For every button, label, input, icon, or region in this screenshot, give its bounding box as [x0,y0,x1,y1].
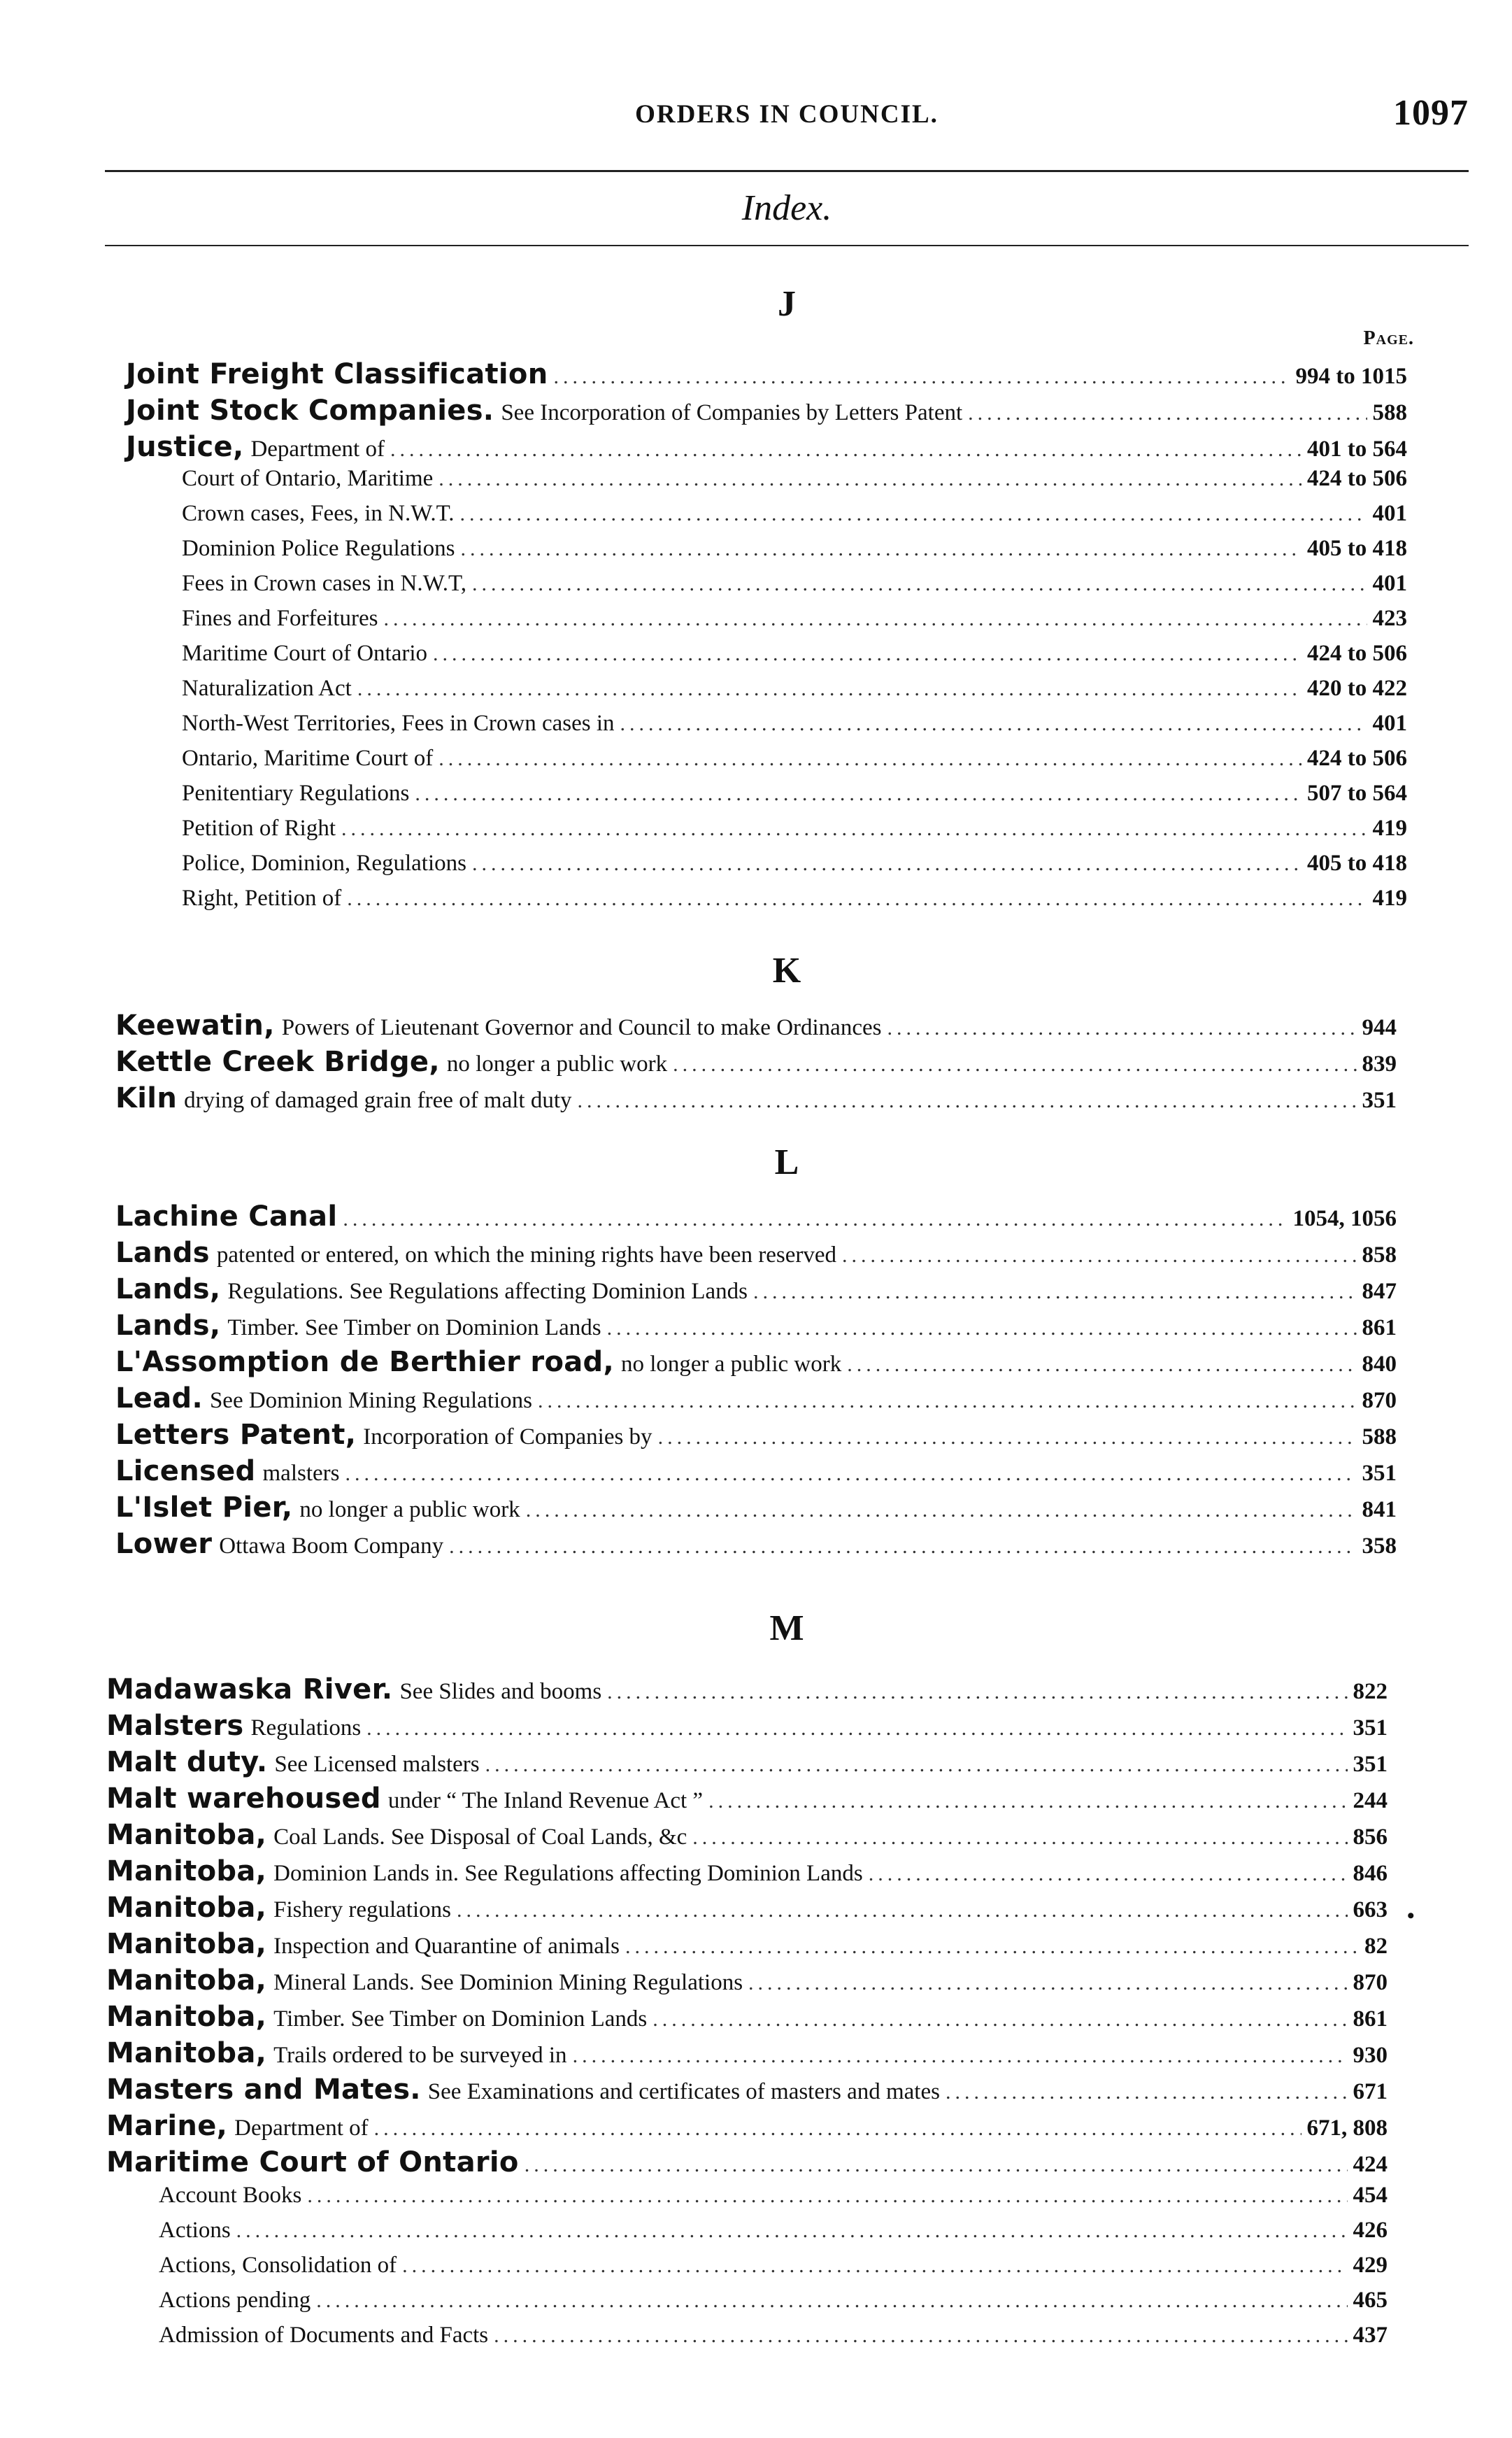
index-entry [106,2074,1388,2109]
dot-leader [887,1016,1356,1040]
entry-heading: Malsters [106,1710,244,1742]
dot-leader [390,438,1301,462]
index-entry [106,2037,1388,2072]
entry-pages: 244 [1353,1788,1388,1813]
entry-text: no longer a public work [446,1051,668,1077]
entry-text: Dominion Lands in. See Regulations affecting Dominion Lands [273,1861,863,1886]
entry-pages: 426 [1353,2218,1388,2243]
dot-leader [673,1053,1356,1077]
entry-text: patented or entered, on which the mining rights have been reserved [216,1242,837,1268]
entry-pages: 405 to 418 [1307,851,1407,876]
entry-heading: Maritime Court of Ontario [106,2146,519,2178]
entry-text: Powers of Lieutenant Governor and Council to make Ordinances [281,1015,882,1040]
entry-text: Fishery regulations [273,1897,451,1922]
index-entry [106,1819,1388,1854]
section-letter-m: M [769,1608,804,1648]
index-entry [115,1200,1397,1235]
dot-leader [652,2008,1347,2032]
entry-pages: 351 [1353,1752,1388,1777]
dot-leader [526,1498,1357,1522]
entry-text: drying of damaged grain free of malt duty [184,1088,572,1113]
index-subentry [182,676,1407,711]
entry-text: Naturalization Act [182,676,352,701]
entry-pages: 588 [1372,400,1407,425]
entry-pages: 401 [1372,571,1407,596]
dot-leader [607,1317,1357,1340]
dot-leader [573,2044,1348,2068]
entry-heading: Manitoba, [106,1819,267,1851]
entry-heading: Lachine Canal [115,1200,338,1233]
entry-heading: Manitoba, [106,1855,267,1887]
entry-pages: 858 [1362,1242,1397,1268]
entry-pages: 846 [1353,1861,1388,1886]
entry-heading: Manitoba, [106,1928,267,1960]
entry-pages: 870 [1353,1970,1388,1995]
dot-leader [347,887,1367,911]
index-subentry [159,2183,1388,2218]
entry-text: Regulations [250,1715,362,1741]
index-subentry [182,851,1407,886]
entry-text: Incorporation of Companies by [363,1424,652,1450]
entry-text: Regulations. See Regulations affecting Dominion Lands [227,1279,748,1304]
entry-pages: 351 [1362,1461,1397,1486]
entry-heading: Lands, [115,1310,221,1342]
entry-heading: Joint Stock Companies. [126,395,494,427]
entry-text: Timber. See Timber on Dominion Lands [273,2006,648,2032]
entry-pages: 401 to 564 [1307,437,1407,462]
entry-heading: Licensed [115,1455,256,1487]
entry-text: Department of [250,437,385,462]
index-entry [106,2110,1388,2145]
entry-pages: 424 to 506 [1307,746,1407,771]
index-entry [115,1346,1397,1381]
entry-heading: Joint Freight Classification [126,358,548,390]
entry-text: Ottawa Boom Company [219,1533,444,1559]
entry-text: Fees in Crown cases in N.W.T, [182,571,466,596]
dot-leader [842,1244,1356,1268]
index-subentry [182,746,1407,781]
index-subentry [182,641,1407,676]
index-subentry [182,536,1407,571]
entry-text: See Incorporation of Companies by Letters Patent [501,400,963,425]
entry-text: Maritime Court of Ontario [182,641,428,666]
entry-text: Police, Dominion, Regulations [182,851,466,876]
entry-pages: 1054, 1056 [1292,1206,1397,1231]
running-title: ORDERS IN COUNCIL. [635,100,939,129]
index-entry [106,1964,1388,1999]
dot-leader [460,502,1367,526]
running-head [105,92,1469,134]
dot-leader [383,607,1367,631]
entry-pages: 588 [1362,1424,1397,1450]
entry-heading: Manitoba, [106,1892,267,1924]
entry-pages: 401 [1372,711,1407,736]
entry-pages: 671 [1353,2079,1388,2104]
entry-text: Crown cases, Fees, in N.W.T. [182,501,455,526]
entry-text: Coal Lands. See Disposal of Coal Lands, &c [273,1824,687,1850]
entry-pages: 82 [1364,1934,1388,1959]
entry-heading: Masters and Mates. [106,2074,421,2106]
index-subentry [159,2323,1388,2358]
entry-text: Actions, Consolidation of [159,2253,397,2278]
index-entry [115,1310,1397,1345]
dot-leader [538,1389,1356,1413]
entry-text: Admission of Documents and Facts [159,2323,489,2348]
index-entry [106,2001,1388,2036]
index-entry [115,1528,1397,1563]
entry-pages: 465 [1353,2288,1388,2313]
dot-leader [345,1462,1356,1486]
entry-text: Penitentiary Regulations [182,781,410,806]
index-entry [115,1419,1397,1454]
margin-bullet-mark: • [1407,1904,1415,1927]
entry-pages: 405 to 418 [1307,536,1407,561]
index-subentry [182,501,1407,536]
index-subentry [182,711,1407,746]
entry-pages: 358 [1362,1533,1397,1559]
entry-text: Right, Petition of [182,886,342,911]
entry-heading: Madawaska River. [106,1673,393,1706]
dot-leader [607,1680,1347,1704]
index-entry [106,1673,1388,1708]
entry-text: no longer a public work [620,1352,842,1377]
subtitle-rule [105,245,1469,246]
dot-leader [692,1826,1347,1850]
entry-pages: 847 [1362,1279,1397,1304]
entry-text: See Dominion Mining Regulations [209,1388,533,1413]
index-entry [126,431,1407,466]
index-subentry [159,2288,1388,2323]
entry-heading: Malt duty. [106,1746,268,1778]
dot-leader [847,1353,1356,1377]
dot-leader [658,1426,1357,1450]
entry-pages: 424 to 506 [1307,466,1407,491]
dot-leader [316,2289,1347,2313]
entry-pages: 420 to 422 [1307,676,1407,701]
index-entry [115,1237,1397,1272]
dot-leader [485,1753,1348,1777]
entry-pages: 840 [1362,1352,1397,1377]
entry-pages: 424 [1353,2152,1388,2177]
index-subentry [182,606,1407,641]
entry-text: See Slides and booms [399,1679,602,1704]
entry-text: Department of [234,2115,369,2141]
entry-text: Mineral Lands. See Dominion Mining Regulations [273,1970,743,1995]
index-entry [106,1783,1388,1817]
dot-leader [968,402,1367,425]
entry-text: Inspection and Quarantine of animals [273,1934,620,1959]
entry-text: Ontario, Maritime Court of [182,746,434,771]
index-entry [126,395,1407,430]
index-subtitle: Index. [741,188,832,228]
entry-pages: 839 [1362,1051,1397,1077]
entry-pages: 419 [1372,816,1407,841]
entry-pages: 671, 808 [1306,2115,1388,2141]
index-entry [106,1892,1388,1927]
index-entry [106,1928,1388,1963]
entry-heading: Manitoba, [106,2037,267,2069]
dot-leader [402,2254,1347,2278]
index-entry [115,1046,1397,1081]
index-subentry [182,781,1407,816]
entry-pages: 454 [1353,2183,1388,2208]
entry-text: See Licensed malsters [274,1752,480,1777]
entry-heading: Lands [115,1237,210,1269]
index-entry [115,1273,1397,1308]
entry-text: North-West Territories, Fees in Crown cases in [182,711,615,736]
dot-leader [449,1535,1356,1559]
entry-pages: 437 [1353,2323,1388,2348]
index-subentry [182,816,1407,851]
entry-heading: L'Islet Pier, [115,1491,293,1524]
entry-text: Trails ordered to be surveyed in [273,2043,567,2068]
dot-leader [553,365,1290,389]
page-column-label: Page. [1363,327,1414,349]
dot-leader [307,2184,1347,2208]
entry-pages: 930 [1353,2043,1388,2068]
entry-heading: Kettle Creek Bridge, [115,1046,440,1078]
dot-leader [525,2153,1348,2177]
entry-text: Actions pending [159,2288,311,2313]
index-entry [106,1710,1388,1745]
entry-pages: 507 to 564 [1307,781,1407,806]
entry-text: malsters [262,1461,340,1486]
index-entry [106,1855,1388,1890]
entry-heading: Keewatin, [115,1009,275,1042]
entry-pages: 994 to 1015 [1295,364,1407,389]
section-letter-l: L [774,1142,799,1182]
entry-heading: Lower [115,1528,213,1560]
index-subentry [159,2218,1388,2253]
page-number: 1097 [1393,93,1469,133]
entry-heading: Justice, [126,431,244,463]
entry-heading: Manitoba, [106,2001,267,2033]
dot-leader [753,1280,1356,1304]
entry-text: Petition of Right [182,816,336,841]
header-rule [105,170,1469,172]
dot-leader [494,2324,1347,2348]
dot-leader [472,572,1367,596]
entry-pages: 424 to 506 [1307,641,1407,666]
entry-pages: 401 [1372,501,1407,526]
entry-pages: 856 [1353,1824,1388,1850]
index-subentry [159,2253,1388,2288]
index-entry [106,1746,1388,1781]
index-subentry [182,886,1407,921]
dot-leader [708,1789,1347,1813]
entry-pages: 870 [1362,1388,1397,1413]
dot-leader [236,2219,1348,2243]
index-entry [115,1382,1397,1417]
section-letter-k: K [772,951,801,991]
entry-pages: 429 [1353,2253,1388,2278]
dot-leader [460,537,1301,561]
entry-heading: Marine, [106,2110,228,2142]
dot-leader [620,712,1367,736]
index-entry [115,1455,1397,1490]
entry-pages: 841 [1362,1497,1397,1522]
entry-text: Court of Ontario, Maritime [182,466,434,491]
dot-leader [343,1207,1287,1231]
dot-leader [438,467,1301,491]
dot-leader [341,817,1367,841]
dot-leader [472,852,1301,876]
entry-pages: 861 [1353,2006,1388,2032]
index-entry [106,2146,1388,2181]
entry-pages: 351 [1362,1088,1397,1113]
dot-leader [366,1717,1347,1741]
dot-leader [438,747,1301,771]
dot-leader [457,1899,1348,1922]
entry-text: Timber. See Timber on Dominion Lands [227,1315,601,1340]
dot-leader [625,1935,1359,1959]
dot-leader [946,2081,1348,2104]
entry-pages: 423 [1372,606,1407,631]
entry-pages: 861 [1362,1315,1397,1340]
entry-text: Dominion Police Regulations [182,536,455,561]
dot-leader [357,677,1301,701]
entry-heading: Kiln [115,1082,178,1114]
entry-text: Account Books [159,2183,302,2208]
dot-leader [578,1089,1357,1113]
dot-leader [748,1971,1347,1995]
index-entry [115,1082,1397,1117]
entry-heading: Lands, [115,1273,221,1305]
index-entry [115,1491,1397,1526]
entry-heading: L'Assomption de Berthier road, [115,1346,614,1378]
entry-heading: Letters Patent, [115,1419,357,1451]
entry-text: under “ The Inland Revenue Act ” [387,1788,704,1813]
dot-leader [374,2117,1301,2141]
index-subentry [182,571,1407,606]
entry-heading: Lead. [115,1382,203,1415]
entry-text: no longer a public work [299,1497,520,1522]
section-letter-j: J [778,284,796,324]
entry-pages: 663 [1353,1897,1388,1922]
entry-pages: 419 [1372,886,1407,911]
entry-pages: 351 [1353,1715,1388,1741]
entry-text: Fines and Forfeitures [182,606,378,631]
index-entry [126,358,1407,393]
entry-text: Actions [159,2218,231,2243]
entry-heading: Manitoba, [106,1964,267,1997]
dot-leader [415,782,1301,806]
entry-pages: 822 [1353,1679,1388,1704]
index-subentry [182,466,1407,501]
dot-leader [433,642,1301,666]
entry-pages: 944 [1362,1015,1397,1040]
entry-heading: Malt warehoused [106,1783,381,1815]
index-entry [115,1009,1397,1044]
entry-text: See Examinations and certificates of masters and mates [427,2079,940,2104]
dot-leader [869,1862,1348,1886]
